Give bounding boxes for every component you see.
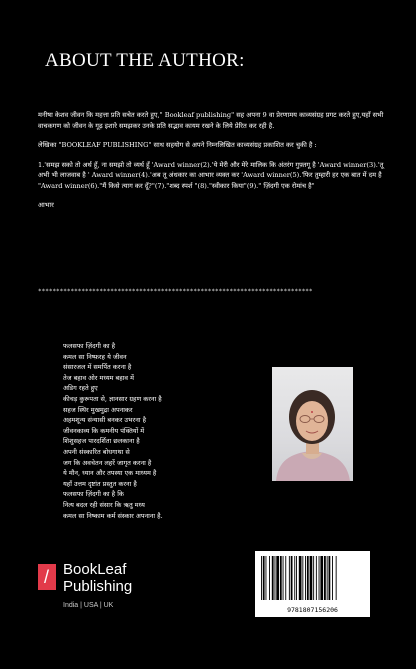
barcode-bar: [276, 556, 279, 600]
barcode-bar: [302, 556, 303, 600]
barcode-bar: [299, 556, 302, 600]
barcode-bar: [263, 556, 265, 600]
poem-line: संसारजल में समर्पित करना है: [63, 363, 132, 372]
about-heading: ABOUT THE AUTHOR:: [45, 50, 245, 71]
barcode-bar: [327, 556, 328, 600]
isbn-number: 9781807156206: [287, 606, 338, 614]
barcode-bar: [329, 556, 331, 600]
logo-name-line1: BookLeaf: [63, 561, 127, 578]
barcode-bar: [291, 556, 293, 600]
barcode-bar: [307, 556, 309, 600]
poem-line: कमल सा निष्फ़रह ये जीवन: [63, 352, 127, 361]
barcode-bar: [285, 556, 286, 600]
barcode-bar: [280, 556, 282, 600]
barcode-bar: [324, 556, 326, 600]
poem-line: फलसफा ज़िंदगी का है: [63, 342, 116, 350]
barcode-bar: [275, 556, 276, 600]
barcode-bar: [319, 556, 320, 600]
poem-line: सहज स्थिर मुखमुद्रा अपनाकर: [63, 405, 133, 414]
logo-slash-icon: /: [44, 567, 50, 587]
bio-paragraph-intro: मनीषा केशव जीवन कि महत्ता प्रति सचेत करते हुए," Bookleaf publishing" सह अपना 9 वा प्रेरणामय काव्यसंग्रह प्रगट करते हुए,यहाँ सभी वाचकगण को जीवन के गूढ़ इशारे समझकर उनके प्रति सद्भाव कायम रखने के लिये प्रेरित कर रही है.: [38, 111, 384, 130]
poem-line: फलसफा ज़िंदगी का है कि: [63, 490, 124, 499]
barcode-bar: [269, 556, 270, 600]
bio-paragraph-thanks: आभार: [38, 201, 54, 209]
poem: [63, 341, 263, 521]
poem-line: कमल सा निष्काम कर्म संस्कार अपनाना है.: [63, 511, 163, 520]
barcode-bar: [261, 556, 262, 600]
barcode-bar: [294, 556, 295, 600]
isbn-barcode: [255, 551, 370, 617]
barcode-bar: [266, 556, 267, 600]
barcode-bars: [261, 556, 364, 600]
poem-line: शिशुसहज पारदर्शिता छलकाना है: [63, 437, 140, 446]
poem-line: यहाँ उत्तम दृष्टांत प्रस्तुत करना है: [63, 479, 137, 488]
barcode-bar: [289, 556, 290, 600]
bio-paragraph-publications-intro: लेखिका "BOOKLEAF PUBLISHING" साथ सहयोग से अपने निम्नलिखित काव्यसंग्रह प्रकाशित कर चुकी है :: [38, 141, 317, 149]
poem-line: जीवनकाव्य कि कमनीय पंक्तियों में: [63, 426, 145, 435]
bio-paragraph-publications-list: 1.'समझ सको तो अर्थ हूँ, ना समझो तो व्यर्थ हूँ 'Award winner(2).'ये मेरी और मेरे मालिक कि अंतरंग गुफ़्तगू है 'Award winner(3).'तू अभी भी लाजवाब है ' Award winner(4).'अब तू अंधकार का आभार व्यक्त कर 'Award winner(5).'फिर तुम्हारी हर एक बात में दम है "Award winner(6)."मैं किसे त्याग कर दूँ?"(7)."शब्द स्पर्श "(8)."स्वीकार किया"(9)." ज़िंदगी एक रोमांच है": [38, 160, 384, 190]
poem-line: तेज बहाव ओर मध्यम बहाव में: [63, 373, 134, 382]
barcode-bar: [310, 556, 313, 600]
poem-line: ये मौन, ध्यान और तपस्या एक माध्यम है: [63, 469, 157, 478]
author-bio: [38, 110, 386, 220]
barcode-bar: [336, 556, 337, 600]
logo-name-line2: Publishing: [63, 578, 133, 595]
barcode-bar: [296, 556, 297, 600]
barcode-bar: [316, 556, 317, 600]
poem-line: अहमशून्य संन्यासी बनकर उभरना है: [63, 416, 147, 425]
logo-tagline: India | USA | UK: [63, 602, 114, 609]
barcode-bar: [283, 556, 284, 600]
poem-line: अडिग रहते हुए: [63, 384, 98, 393]
author-photo: [272, 367, 353, 481]
poem-line: जग कि अवचेतन लहरें जागृत करना है: [63, 458, 152, 467]
barcode-bar: [272, 556, 274, 600]
barcode-bar: [332, 556, 333, 600]
asterisk-divider: ****************************************************************************: [38, 288, 313, 295]
barcode-bar: [320, 556, 323, 600]
barcode-bar: [305, 556, 306, 600]
poem-line: नित्य बदल रही संसार कि ऋतु मध्य: [63, 500, 145, 509]
poem-line: कीचड़ कुरूपता से, ज्ञानसार ग्रहण करना है: [63, 394, 162, 403]
poem-line: अपनी संस्कारित बोधगाथा से: [63, 447, 130, 456]
bookleaf-logo: [38, 560, 168, 616]
barcode-bar: [313, 556, 314, 600]
